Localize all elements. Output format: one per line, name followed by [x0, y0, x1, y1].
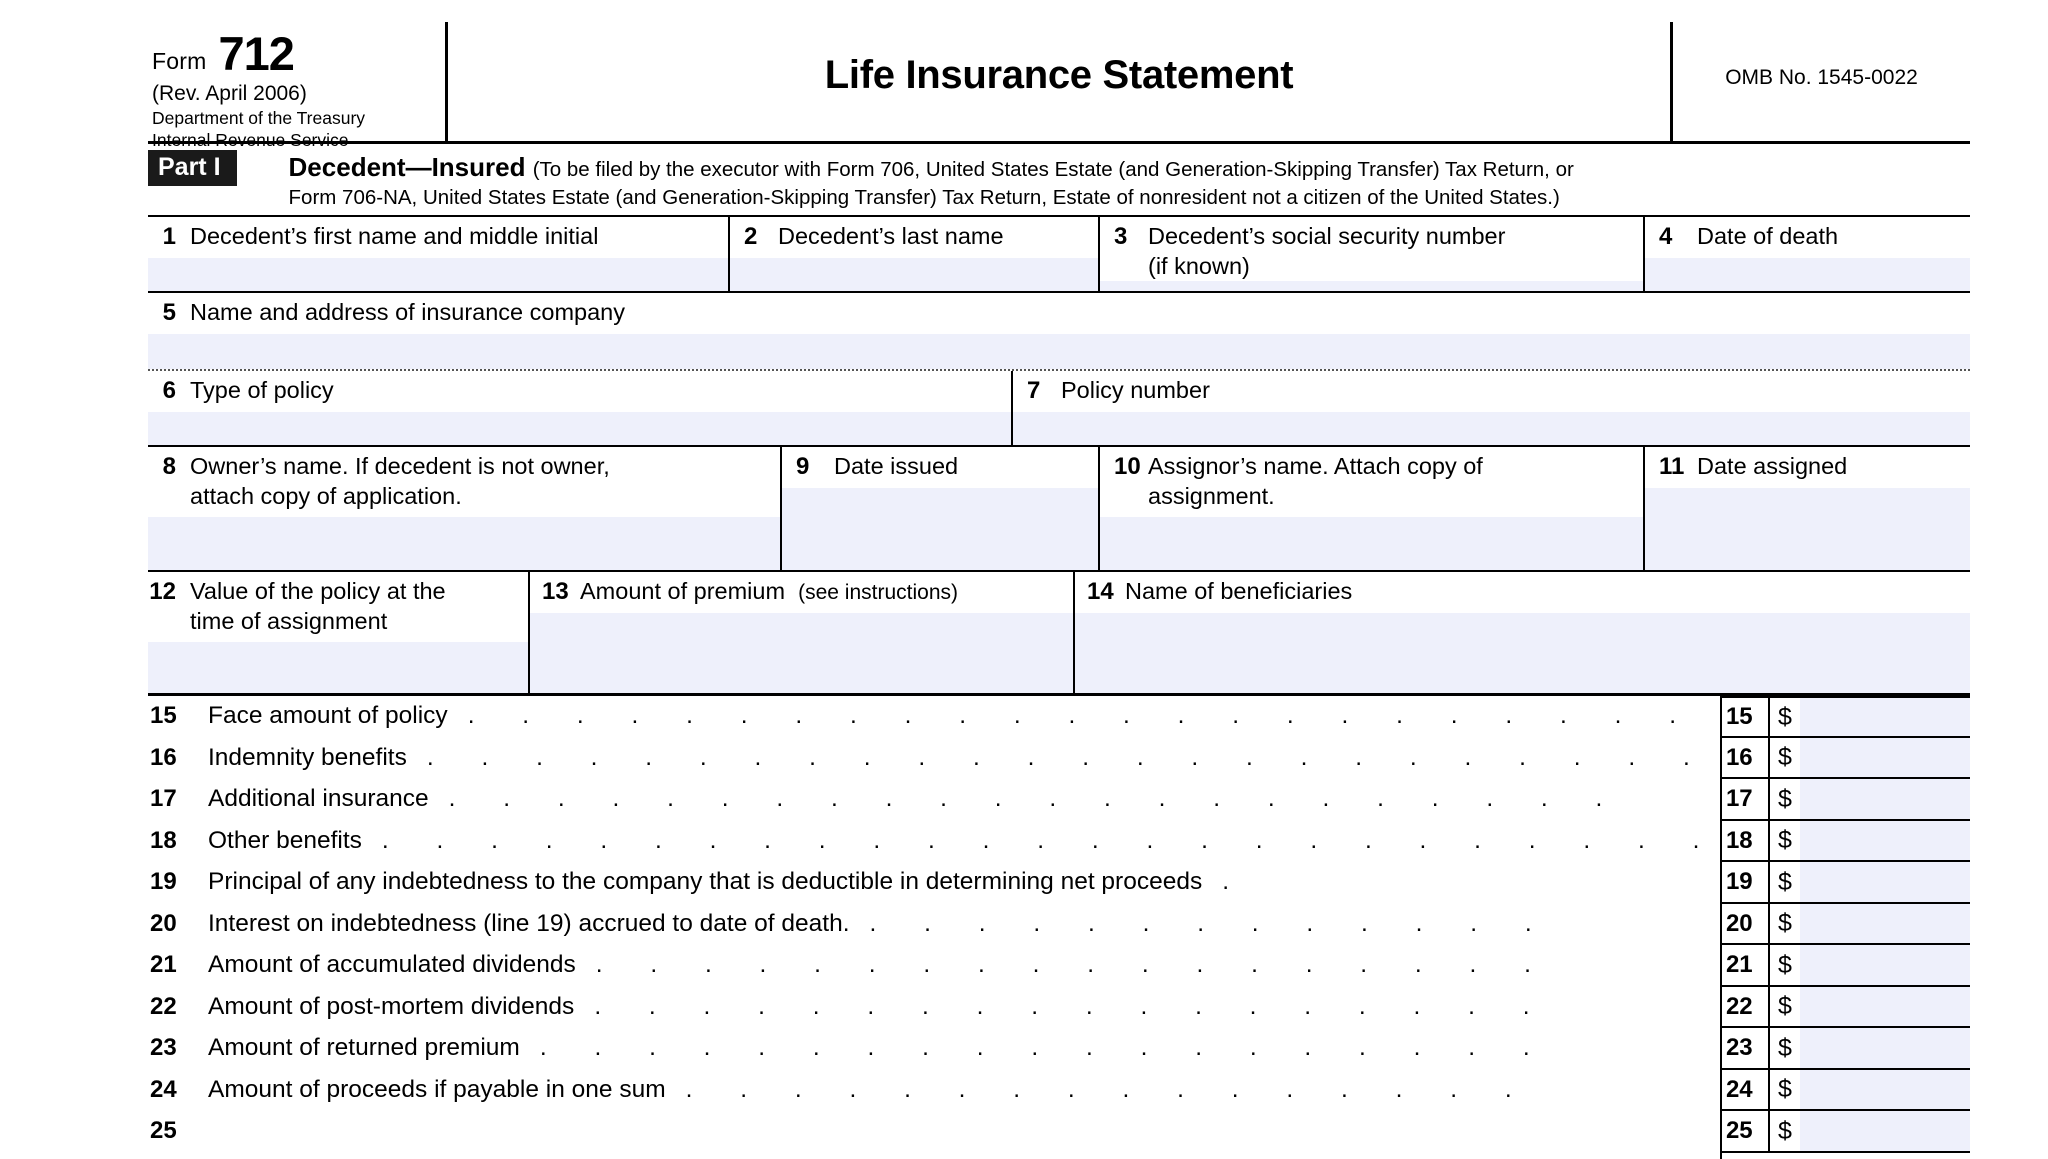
field-6-number: 6: [162, 377, 176, 405]
line-item-15: [148, 702, 1720, 744]
field-12-number: 12: [149, 578, 176, 606]
money-row-23[interactable]: [1722, 1028, 1970, 1070]
money-row-25[interactable]: [1722, 1111, 1970, 1153]
line-18-number: 18: [150, 826, 177, 854]
line-item-19: [148, 868, 1720, 910]
line-17-label: Additional insurance: [208, 785, 429, 813]
field-11-input[interactable]: [1645, 488, 1970, 570]
field-14-number: 14: [1087, 578, 1114, 606]
field-8-number: 8: [162, 453, 176, 481]
field-3-input[interactable]: [1100, 281, 1643, 292]
money-row-24[interactable]: [1722, 1070, 1970, 1112]
money-19-number: 19: [1722, 862, 1770, 902]
field-6-input[interactable]: [148, 412, 1011, 445]
line-19-leader: .: [1222, 868, 1250, 896]
field-7-number: 7: [1027, 377, 1041, 405]
field-14-input[interactable]: [1075, 613, 1970, 693]
field-1-number: 1: [162, 223, 176, 251]
money-row-21[interactable]: [1722, 945, 1970, 987]
field-6-label: Type of policy: [190, 377, 334, 404]
field-3-label-group: [1148, 222, 1505, 280]
field-7-policy-number[interactable]: [1011, 371, 1970, 445]
money-21-dollar-sign: $: [1770, 945, 1800, 985]
field-12-input[interactable]: [148, 642, 528, 694]
form-word-label: Form: [152, 47, 207, 74]
line-item-17: [148, 785, 1720, 827]
money-25-dollar-sign: $: [1770, 1111, 1800, 1151]
money-22-dollar-sign: $: [1770, 987, 1800, 1027]
line-item-24: [148, 1076, 1720, 1118]
part-1-note-line-2: Form 706-NA, United States Estate (and Generation-Skipping Transfer) Tax Return, Estate of nonresident not a citizen of the United States.): [288, 185, 1560, 209]
masthead-center: [448, 22, 1670, 141]
money-24-dollar-sign: $: [1770, 1070, 1800, 1110]
part-1-heading-line: [289, 151, 1970, 184]
field-12-label-line-1: Value of the policy at the: [190, 578, 446, 605]
field-5-caption: [148, 293, 1970, 334]
line-25-number: 25: [150, 1117, 177, 1145]
field-13-label-group: [580, 577, 958, 606]
line-15-leader: . . . . . . . . . . . . . . . . . . . . . . .: [467, 702, 1697, 730]
field-10-input[interactable]: [1100, 517, 1643, 571]
money-23-number: 23: [1722, 1028, 1770, 1068]
field-8-label-line-2: attach copy of application.: [190, 482, 462, 509]
money-lines-section: [148, 696, 1970, 1159]
line-item-23: [148, 1034, 1720, 1076]
line-21-label: Amount of accumulated dividends: [208, 951, 576, 979]
field-4-label: Date of death: [1697, 223, 1839, 250]
field-8-label-group: [190, 452, 610, 510]
money-row-16[interactable]: [1722, 738, 1970, 780]
money-15-dollar-sign: $: [1770, 698, 1800, 736]
field-8-label-line-1: Owner’s name. If decedent is not owner,: [190, 453, 610, 480]
field-row-6-7: [148, 371, 1970, 447]
field-8-input[interactable]: [148, 517, 780, 571]
money-25-number: 25: [1722, 1111, 1770, 1151]
money-22-input[interactable]: [1800, 987, 1970, 1027]
line-22-leader: . . . . . . . . . . . . . . . . . .: [594, 992, 1551, 1020]
money-23-dollar-sign: $: [1770, 1028, 1800, 1068]
line-22-label: Amount of post-mortem dividends: [208, 992, 575, 1020]
money-17-number: 17: [1722, 779, 1770, 819]
money-15-input[interactable]: [1800, 698, 1970, 736]
form-title: Life Insurance Statement: [824, 53, 1294, 97]
line-15-number: 15: [150, 702, 177, 730]
field-3-label-line-2: (if known): [1148, 252, 1250, 279]
line-19-label: Principal of any indebtedness to the company that is deductible in determining net proceeds: [208, 868, 1203, 896]
field-9-number: 9: [796, 453, 810, 481]
field-11-number: 11: [1659, 453, 1685, 481]
field-11-caption: [1645, 447, 1970, 488]
part-1-note-line-1: (To be filed by the executor with Form 706, United States Estate (and Generation-Skipping Transfer) Tax Return, or: [532, 158, 1574, 181]
masthead-right: [1670, 22, 1970, 141]
field-3-number: 3: [1114, 223, 1128, 251]
money-row-17[interactable]: [1722, 779, 1970, 821]
field-5-insurance-company[interactable]: [148, 293, 1970, 369]
money-23-input[interactable]: [1800, 1028, 1970, 1068]
field-2-decedent-last-name[interactable]: [728, 217, 1098, 291]
form-revision-date: (Rev. April 2006): [152, 81, 307, 105]
field-13-caption: [530, 572, 1073, 613]
line-16-leader: . . . . . . . . . . . . . . . . . . . . . . . .: [426, 743, 1711, 771]
form-masthead: [148, 22, 1970, 151]
money-row-19[interactable]: [1722, 862, 1970, 904]
money-19-input[interactable]: [1800, 862, 1970, 902]
money-row-20[interactable]: [1722, 904, 1970, 946]
line-21-number: 21: [150, 951, 177, 979]
field-12-label-group: [190, 577, 446, 635]
money-18-dollar-sign: $: [1770, 821, 1800, 861]
field-12-policy-value-at-assignment[interactable]: [148, 572, 528, 693]
field-2-number: 2: [744, 223, 758, 251]
field-2-label: Decedent’s last name: [778, 223, 1004, 250]
line-item-16: [148, 744, 1720, 786]
field-7-caption: [1013, 371, 1970, 412]
field-10-caption: [1100, 447, 1643, 516]
line-20-label: Interest on indebtedness (line 19) accrued to date of death.: [208, 909, 850, 937]
line-24-leader: . . . . . . . . . . . . . . . .: [685, 1075, 1533, 1103]
line-24-label: Amount of proceeds if payable in one sum: [208, 1075, 666, 1103]
field-4-input[interactable]: [1645, 258, 1970, 291]
field-row-8-11: [148, 447, 1970, 572]
line-17-leader: . . . . . . . . . . . . . . . . . . . . . .: [448, 785, 1623, 813]
field-10-label-line-2: assignment.: [1148, 482, 1275, 509]
field-4-number: 4: [1659, 223, 1673, 251]
line-item-25: [148, 1117, 1720, 1159]
money-row-22[interactable]: [1722, 987, 1970, 1029]
money-row-18[interactable]: [1722, 821, 1970, 863]
field-4-date-of-death[interactable]: [1643, 217, 1970, 291]
field-6-type-of-policy[interactable]: [148, 371, 1011, 445]
field-row-5: [148, 293, 1970, 371]
money-19-dollar-sign: $: [1770, 862, 1800, 902]
field-5-number: 5: [162, 299, 176, 327]
line-18-leader: . . . . . . . . . . . . . . . . . . . . . . . . .: [381, 826, 1720, 854]
field-2-input[interactable]: [730, 258, 1098, 291]
field-14-caption: [1075, 572, 1970, 613]
money-17-dollar-sign: $: [1770, 779, 1800, 819]
field-8-owner-name[interactable]: [148, 447, 780, 570]
money-16-dollar-sign: $: [1770, 738, 1800, 778]
money-21-number: 21: [1722, 945, 1770, 985]
line-item-22: [148, 993, 1720, 1035]
field-14-label: Name of beneficiaries: [1125, 578, 1353, 605]
money-row-15[interactable]: [1722, 696, 1970, 738]
money-lines-labels: [148, 696, 1720, 1159]
field-6-caption: [148, 371, 1011, 412]
field-9-label: Date issued: [834, 453, 959, 480]
line-item-20: [148, 910, 1720, 952]
line-20-leader: . . . . . . . . . . . . .: [869, 909, 1553, 937]
field-3-decedent-ssn[interactable]: [1098, 217, 1643, 291]
field-14-name-of-beneficiaries[interactable]: [1073, 572, 1970, 693]
field-row-1-4: [148, 217, 1970, 293]
form-identifier: [152, 27, 445, 80]
field-13-input[interactable]: [530, 613, 1073, 693]
line-23-label: Amount of returned premium: [208, 1034, 520, 1062]
field-11-label: Date assigned: [1697, 453, 1848, 480]
line-item-21: [148, 951, 1720, 993]
line-item-18: [148, 827, 1720, 869]
line-21-leader: . . . . . . . . . . . . . . . . . .: [595, 951, 1552, 979]
line-22-number: 22: [150, 992, 177, 1020]
field-13-label-note: (see instructions): [798, 581, 959, 605]
line-23-leader: . . . . . . . . . . . . . . . . . . .: [539, 1034, 1551, 1062]
form-sheet: [148, 22, 1970, 1159]
money-18-number: 18: [1722, 821, 1770, 861]
money-18-input[interactable]: [1800, 821, 1970, 861]
money-22-number: 22: [1722, 987, 1770, 1027]
department-line-2: Internal Revenue Service: [152, 130, 349, 151]
field-11-date-assigned[interactable]: [1643, 447, 1970, 570]
field-1-decedent-first-name[interactable]: [148, 217, 728, 291]
field-13-amount-of-premium[interactable]: [528, 572, 1073, 693]
line-15-label: Face amount of policy: [208, 702, 448, 730]
field-7-input[interactable]: [1013, 412, 1970, 445]
money-17-input[interactable]: [1800, 779, 1970, 819]
field-13-number: 13: [542, 578, 569, 606]
field-row-12-14: [148, 572, 1970, 696]
field-5-input[interactable]: [148, 334, 1970, 369]
money-24-number: 24: [1722, 1070, 1770, 1110]
line-24-number: 24: [150, 1075, 177, 1103]
field-10-label-group: [1148, 452, 1483, 510]
masthead-left: [148, 22, 448, 151]
line-20-number: 20: [150, 909, 177, 937]
line-19-number: 19: [150, 868, 177, 896]
money-21-input[interactable]: [1800, 945, 1970, 985]
part-1-tag: Part I: [148, 150, 237, 186]
field-10-number: 10: [1114, 453, 1141, 481]
field-13-label: Amount of premium: [580, 578, 786, 605]
money-24-input[interactable]: [1800, 1070, 1970, 1110]
line-18-label: Other benefits: [208, 826, 362, 854]
money-16-input[interactable]: [1800, 738, 1970, 778]
money-25-input[interactable]: [1800, 1111, 1970, 1151]
field-9-date-issued[interactable]: [780, 447, 1098, 570]
field-2-caption: [730, 217, 1098, 258]
field-12-label-line-2: time of assignment: [190, 607, 388, 634]
part-1-heading: Decedent—Insured: [288, 152, 526, 182]
field-12-caption: [148, 572, 528, 641]
field-3-caption: [1100, 217, 1643, 280]
money-20-input[interactable]: [1800, 904, 1970, 944]
omb-number: OMB No. 1545-0022: [1725, 65, 1918, 89]
field-1-caption: [148, 217, 728, 258]
part-1-body: [289, 150, 1970, 211]
field-1-label: Decedent’s first name and middle initial: [190, 223, 599, 250]
money-16-number: 16: [1722, 738, 1770, 778]
department-line-1: Department of the Treasury: [152, 107, 366, 128]
money-20-dollar-sign: $: [1770, 904, 1800, 944]
field-5-label: Name and address of insurance company: [190, 299, 625, 326]
field-10-label-line-1: Assignor’s name. Attach copy of: [1148, 453, 1483, 480]
field-9-caption: [782, 447, 1098, 488]
money-20-number: 20: [1722, 904, 1770, 944]
field-7-label: Policy number: [1061, 377, 1210, 404]
part-1-banner: [148, 144, 1970, 217]
field-10-assignor-name[interactable]: [1098, 447, 1643, 570]
line-16-label: Indemnity benefits: [208, 743, 407, 771]
field-9-input[interactable]: [782, 488, 1098, 570]
line-17-number: 17: [150, 785, 177, 813]
field-8-caption: [148, 447, 780, 516]
field-3-label-line-1: Decedent’s social security number: [1148, 223, 1506, 250]
money-15-number: 15: [1722, 698, 1770, 736]
line-23-number: 23: [150, 1034, 177, 1062]
field-4-caption: [1645, 217, 1970, 258]
money-amount-column: [1720, 696, 1970, 1159]
field-1-input[interactable]: [148, 258, 728, 291]
form-number: 712: [218, 27, 294, 80]
line-16-number: 16: [150, 743, 177, 771]
